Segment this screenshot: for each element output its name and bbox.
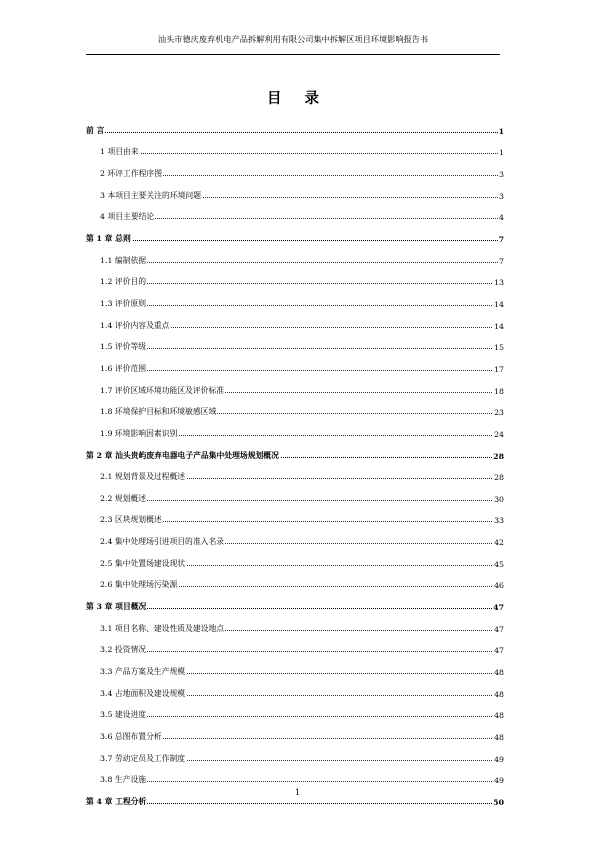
toc-entry-page: 42 bbox=[494, 538, 504, 548]
toc-entry-label: 3.5 建设进度 bbox=[100, 710, 147, 720]
toc-entry-label: 3.8 生产设施 bbox=[100, 775, 147, 785]
toc-entry[interactable] bbox=[100, 328, 504, 353]
toc-entry-page: 48 bbox=[494, 733, 504, 743]
toc-entry-label: 1.5 评价等级 bbox=[100, 342, 147, 352]
toc-entry-label: 2.6 集中处理场污染源 bbox=[100, 580, 178, 590]
toc-entry-label: 2.3 区块规划概述 bbox=[100, 515, 162, 525]
toc-entry-label: 1.7 评价区域环境功能区及评价标准 bbox=[100, 385, 225, 395]
toc-entry[interactable] bbox=[86, 436, 504, 461]
toc-entry-page: 33 bbox=[494, 516, 504, 526]
page-number: 1 bbox=[294, 788, 301, 797]
toc-entry-page: 46 bbox=[494, 581, 504, 591]
toc-entry-label: 1.1 编制依据 bbox=[100, 255, 147, 265]
toc-entry-page: 13 bbox=[494, 278, 504, 288]
toc-entry-label: 2 环评工作程序图 bbox=[100, 168, 163, 178]
toc-entry[interactable] bbox=[100, 349, 504, 374]
toc-entry[interactable] bbox=[86, 587, 504, 613]
toc-entry-page: 23 bbox=[494, 408, 504, 418]
toc-entry[interactable] bbox=[100, 133, 504, 158]
toc-entry[interactable] bbox=[100, 739, 504, 764]
toc-entry-label: 1.8 环境保护目标和环境敏感区域 bbox=[100, 407, 217, 417]
toc-entry-label: 3.4 占地面积及建设规模 bbox=[100, 688, 186, 698]
toc-entry-page: 47 bbox=[494, 624, 504, 634]
toc-entry-page: 15 bbox=[494, 343, 504, 353]
toc-entry[interactable] bbox=[100, 501, 504, 526]
toc-entry-label: 3 本项目主要关注的环境问题 bbox=[100, 190, 202, 200]
toc-entry-label: 1.6 评价范围 bbox=[100, 363, 147, 373]
toc-entry-page: 7 bbox=[499, 256, 504, 266]
toc-entry[interactable] bbox=[100, 544, 504, 569]
toc-entry-label: 第 4 章 工程分析 bbox=[86, 797, 147, 806]
toc-entry[interactable] bbox=[100, 263, 504, 288]
toc-entry-label: 3.1 项目名称、建设性质及建设地点 bbox=[100, 623, 225, 633]
toc-entry-label: 第 2 章 汕头贵屿废弃电器电子产品集中处理场规划概况 bbox=[86, 450, 279, 460]
toc-entry-page: 18 bbox=[494, 386, 504, 396]
toc-entry-page: 24 bbox=[494, 429, 504, 439]
toc-entry-label: 2.1 规划背景及过程概述 bbox=[100, 472, 186, 482]
toc-entry-label: 2.2 规划概述 bbox=[100, 493, 147, 503]
toc-entry-page: 14 bbox=[494, 321, 504, 331]
table-of-contents bbox=[86, 111, 504, 807]
toc-entry-label: 1.4 评价内容及重点 bbox=[100, 320, 170, 330]
toc-entry-label: 前 言 bbox=[86, 125, 105, 135]
toc-entry[interactable] bbox=[100, 198, 504, 223]
toc-entry-page: 48 bbox=[494, 668, 504, 678]
toc-entry[interactable] bbox=[100, 306, 504, 331]
toc-entry-page: 28 bbox=[493, 451, 504, 461]
toc-entry-label: 1.9 环境影响因素识别 bbox=[100, 428, 178, 438]
toc-entry-label: 3.6 总图布置分析 bbox=[100, 732, 162, 742]
toc-entry-page: 47 bbox=[494, 646, 504, 656]
toc-entry[interactable] bbox=[100, 371, 504, 396]
toc-entry-label: 2.4 集中处理场引进项目的准入名录 bbox=[100, 537, 225, 547]
toc-entry-page: 49 bbox=[494, 754, 504, 764]
toc-entry[interactable] bbox=[100, 566, 504, 591]
toc-entry-label: 3.3 产品方案及生产规模 bbox=[100, 667, 186, 677]
toc-entry-page: 4 bbox=[499, 213, 504, 223]
toc-entry-page: 28 bbox=[494, 473, 504, 483]
toc-entry-page: 50 bbox=[493, 798, 504, 807]
toc-entry-page: 7 bbox=[498, 234, 504, 244]
toc-entry[interactable] bbox=[100, 696, 504, 721]
toc-entry[interactable] bbox=[100, 154, 504, 179]
toc-entry[interactable] bbox=[100, 522, 504, 548]
toc-entry-label: 1.3 评价原则 bbox=[100, 298, 147, 308]
toc-entry-label: 2.5 集中处置场建设现状 bbox=[100, 558, 186, 568]
toc-entry[interactable] bbox=[100, 609, 504, 634]
toc-entry-page: 49 bbox=[494, 776, 504, 786]
toc-entry-page: 30 bbox=[494, 494, 504, 504]
toc-entry-label: 3.7 劳动定员及工作制度 bbox=[100, 753, 186, 763]
toc-entry[interactable] bbox=[86, 111, 504, 136]
toc-entry[interactable] bbox=[86, 219, 504, 244]
toc-entry[interactable] bbox=[100, 631, 504, 656]
toc-entry[interactable] bbox=[100, 241, 504, 266]
toc-entry-page: 3 bbox=[499, 191, 504, 201]
toc-entry-page: 45 bbox=[494, 559, 504, 569]
toc-entry-page: 1 bbox=[499, 148, 504, 158]
toc-entry-page: 48 bbox=[494, 711, 504, 721]
toc-entry-label: 第 3 章 项目概况 bbox=[86, 602, 147, 612]
toc-entry[interactable] bbox=[100, 761, 504, 786]
toc-entry-page: 14 bbox=[494, 299, 504, 309]
running-header: 汕头市德庆废弃机电产品拆解利用有限公司集中拆解区项目环境影响报告书 bbox=[86, 34, 500, 55]
toc-entry[interactable] bbox=[100, 479, 504, 504]
toc-entry[interactable] bbox=[100, 393, 504, 418]
toc-entry-page: 1 bbox=[498, 126, 504, 136]
toc-entry-label: 3.2 投资情况 bbox=[100, 645, 147, 655]
page-title: 目 录 bbox=[266, 90, 329, 107]
toc-entry[interactable] bbox=[100, 652, 504, 678]
toc-entry-label: 1.2 评价目的 bbox=[100, 277, 147, 287]
toc-entry[interactable] bbox=[100, 176, 504, 201]
toc-entry-label: 1 项目由来 bbox=[100, 147, 139, 157]
toc-entry-page: 48 bbox=[494, 689, 504, 699]
toc-entry[interactable] bbox=[100, 414, 504, 439]
toc-entry-label: 第 1 章 总则 bbox=[86, 233, 131, 243]
toc-entry-label: 4 项目主要结论 bbox=[100, 212, 155, 222]
toc-entry-page: 47 bbox=[493, 603, 504, 613]
toc-entry-page: 17 bbox=[494, 364, 504, 374]
toc-entry[interactable] bbox=[100, 717, 504, 743]
toc-entry-page: 3 bbox=[499, 169, 504, 179]
toc-entry[interactable] bbox=[100, 284, 504, 309]
toc-entry[interactable] bbox=[100, 674, 504, 699]
toc-entry[interactable] bbox=[100, 458, 504, 483]
